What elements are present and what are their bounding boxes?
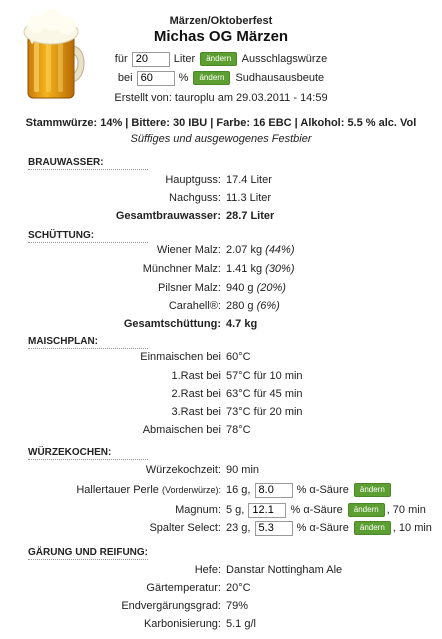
efficiency-row: bei 60 % ändern Sudhausausbeute xyxy=(0,69,442,88)
volume-input[interactable] xyxy=(132,52,170,67)
brauwasser-total: Gesamtbrauwasser: 28.7 Liter xyxy=(115,210,275,222)
change-efficiency-button[interactable]: ändern xyxy=(193,71,230,85)
recipe-title: Michas OG Märzen xyxy=(153,28,289,45)
recipe-tagline: Süffiges und ausgewogenes Festbier xyxy=(130,133,312,145)
alpha-input[interactable] xyxy=(248,503,286,518)
alpha-input[interactable] xyxy=(255,521,293,536)
created-by: Erstellt von: tauroplu am 29.03.2011 - 14:59 xyxy=(114,92,328,104)
hop-row: Spalter Select: 23 g, 5.3 % α-Säure ändern , 10 min xyxy=(0,518,442,538)
mash-step-row: Einmaischen bei 60°C xyxy=(140,351,251,363)
fermentation-row: Hefe: Danstar Nottingham Ale xyxy=(194,564,343,576)
malt-total: Gesamtschüttung: 4.7 kg xyxy=(123,318,258,330)
malt-row: Pilsner Malz: 940 g (20%) xyxy=(158,282,286,294)
efficiency-input[interactable] xyxy=(137,71,175,86)
section-wuerzekochen: WÜRZEKOCHEN: xyxy=(28,447,148,460)
boil-time-row: Würzekochzeit: 90 min xyxy=(145,464,260,476)
alpha-input[interactable] xyxy=(255,483,293,498)
volume-row: für 20 Liter ändern Ausschlagswürze xyxy=(0,50,442,69)
mash-step-row: 1.Rast bei 57°C für 10 min xyxy=(171,370,303,382)
malt-row: Wiener Malz: 2.07 kg (44%) xyxy=(156,244,295,256)
mash-step-row: 2.Rast bei 63°C für 45 min xyxy=(171,388,303,400)
section-maischplan: MAISCHPLAN: xyxy=(28,336,148,349)
section-schuettung: SCHÜTTUNG: xyxy=(28,230,148,243)
change-alpha-button[interactable]: ändern xyxy=(348,503,385,517)
malt-row: Carahell®: 280 g (6%) xyxy=(168,300,280,312)
mash-step-row: 3.Rast bei 73°C für 20 min xyxy=(171,406,303,418)
brauwasser-row: Hauptguss: 17.4 Liter xyxy=(165,174,272,186)
fermentation-row: Gärtemperatur: 20°C xyxy=(146,582,251,594)
change-alpha-button[interactable]: ändern xyxy=(354,483,391,497)
fermentation-row: Karbonisierung: 5.1 g/l xyxy=(143,618,256,630)
change-volume-button[interactable]: ändern xyxy=(200,52,237,66)
brauwasser-row: Nachguss: 11.3 Liter xyxy=(169,192,272,204)
change-alpha-button[interactable]: ändern xyxy=(354,521,391,535)
mash-step-row: Abmaischen bei 78°C xyxy=(142,424,251,436)
recipe-header xyxy=(0,14,442,105)
recipe-style: Märzen/Oktoberfest xyxy=(169,15,273,27)
section-gaerung: GÄRUNG UND REIFUNG: xyxy=(28,547,148,558)
section-brauwasser: BRAUWASSER: xyxy=(28,157,148,170)
fermentation-row: Endvergärungsgrad: 79% xyxy=(121,600,249,612)
hop-row: Magnum: 5 g, 12.1 % α-Säure ändern , 70 min xyxy=(0,500,442,520)
hop-row: Hallertauer Perle (Vorderwürze): 16 g, 8.0 % α-Säure ändern xyxy=(0,480,442,500)
recipe-stats: Stammwürze: 14% | Bittere: 30 IBU | Farbe: 16 EBC | Alkohol: 5.5 % alc. Vol xyxy=(25,117,417,129)
malt-row: Münchner Malz: 1.41 kg (30%) xyxy=(142,263,295,275)
